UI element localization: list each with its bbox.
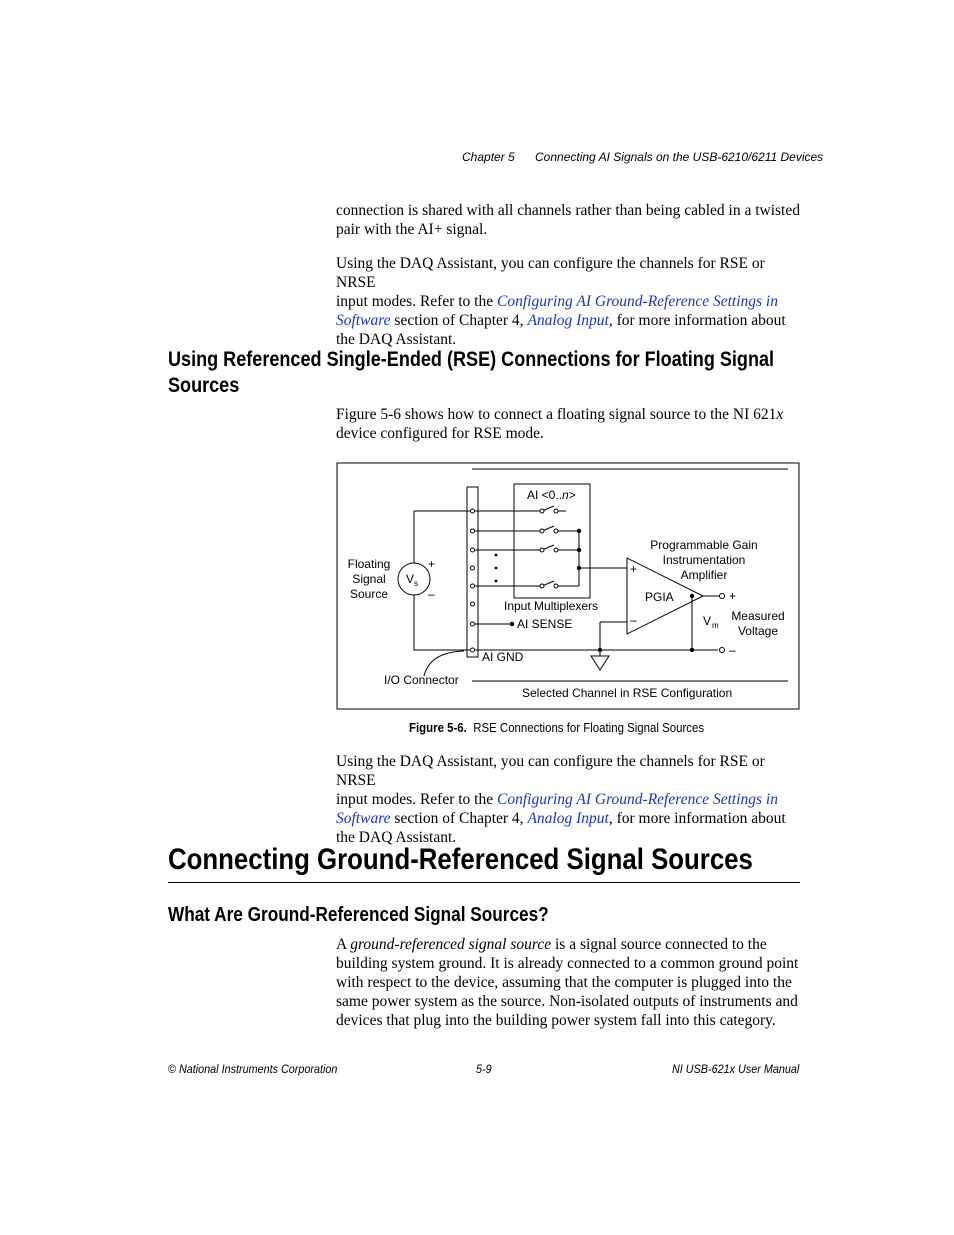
pgia-plus: + [630,562,638,576]
floating-label-2: Signal [352,572,386,586]
text-line: the DAQ Assistant. [336,829,457,846]
ai-range-label: AI <0..n> [527,488,576,502]
io-connector-label: I/O Connector [384,673,459,687]
vm-subscript: m [712,621,719,630]
text-line: Figure 5-6 shows how to connect a floating signal source to the NI 621x [336,406,784,423]
text-line: with respect to the device, assuming that the computer is plugged into the [336,974,792,991]
source-minus: – [428,587,435,601]
figure-rse-diagram [336,462,801,711]
vm-label: V [703,614,712,628]
paragraph-figure-intro [336,405,806,443]
text-line: connection is shared with all channels rather than being cabled in a twisted [336,202,800,219]
paragraph-daq-assistant-1 [336,254,806,349]
vm-minus: – [729,643,736,657]
vs-label: V [406,572,415,586]
link-software[interactable]: Software [336,810,391,827]
vm-plus: + [729,589,737,603]
link-configuring-ai-ground-reference[interactable]: Configuring AI Ground-Reference Settings in [497,791,778,808]
text-line: input modes. Refer to the Configuring AI Ground-Reference Settings in [336,293,778,310]
link-software[interactable]: Software [336,312,391,329]
input-mux-label: Input Multiplexers [504,599,599,613]
link-analog-input[interactable]: Analog Input [527,312,609,329]
text-line: same power system as the source. Non-isolated outputs of instruments and [336,993,798,1010]
text-line: devices that plug into the building power system fall into this category. [336,1012,776,1029]
section-heading-ground-referenced: Connecting Ground-Referenced Signal Sources [168,843,753,876]
footer-copyright: © National Instruments Corporation [168,1062,338,1076]
ai-gnd-label: AI GND [482,650,524,664]
footer-manual-title: NI USB-621x User Manual [672,1062,800,1076]
paragraph-shared-connection [336,201,806,239]
measured-label-2: Voltage [737,624,779,638]
pga-label-2: Instrumentation [662,553,746,567]
running-header-title: Connecting AI Signals on the USB-6210/6211 Devices [535,150,824,164]
link-configuring-ai-ground-reference[interactable]: Configuring AI Ground-Reference Settings in [497,293,778,310]
pgia-minus: – [630,613,637,627]
paragraph-daq-assistant-2 [336,752,806,847]
section-heading-rse: Using Referenced Single-Ended (RSE) Connections for Floating Signal Sources [168,348,775,397]
text-line: building system ground. It is already connected to a common ground point [336,955,799,972]
ai-sense-label: AI SENSE [517,617,573,631]
caption-text: RSE Connections for Floating Signal Sources [473,720,705,735]
text-line: input modes. Refer to the Configuring AI Ground-Reference Settings in [336,791,778,808]
text-line: pair with the AI+ signal. [336,221,488,238]
paragraph-ground-referenced-definition [336,935,806,1030]
running-header-chapter: Chapter 5 [462,150,515,164]
text-line: Using the DAQ Assistant, you can configure the channels for RSE or NRSE [336,753,765,789]
text-line: A ground-referenced signal source is a signal source connected to the [336,936,767,953]
figure-caption [409,720,704,735]
pga-label-3: Amplifier [680,568,728,582]
caption-label: Figure 5-6. [409,720,467,735]
source-plus: + [428,557,436,571]
text-line: device configured for RSE mode. [336,425,544,442]
selected-channel-label: Selected Channel in RSE Configuration [522,686,733,700]
text-line: Software section of Chapter 4, Analog Input, for more information about [336,810,786,827]
floating-label-3: Source [349,587,389,601]
subheading-what-are: What Are Ground-Referenced Signal Sources? [168,904,549,926]
measured-label-1: Measured [731,609,785,623]
pga-label-1: Programmable Gain [650,538,758,552]
link-analog-input[interactable]: Analog Input [527,810,609,827]
pgia-label: PGIA [645,590,674,604]
text-line: Software section of Chapter 4, Analog Input, for more information about [336,312,786,329]
floating-label-1: Floating [347,557,391,571]
text-line: Using the DAQ Assistant, you can configure the channels for RSE or NRSE [336,255,765,291]
text-line: the DAQ Assistant. [336,331,457,348]
vs-subscript: s [414,579,418,588]
heading-rule [168,882,800,883]
footer-page-number: 5-9 [476,1062,492,1076]
